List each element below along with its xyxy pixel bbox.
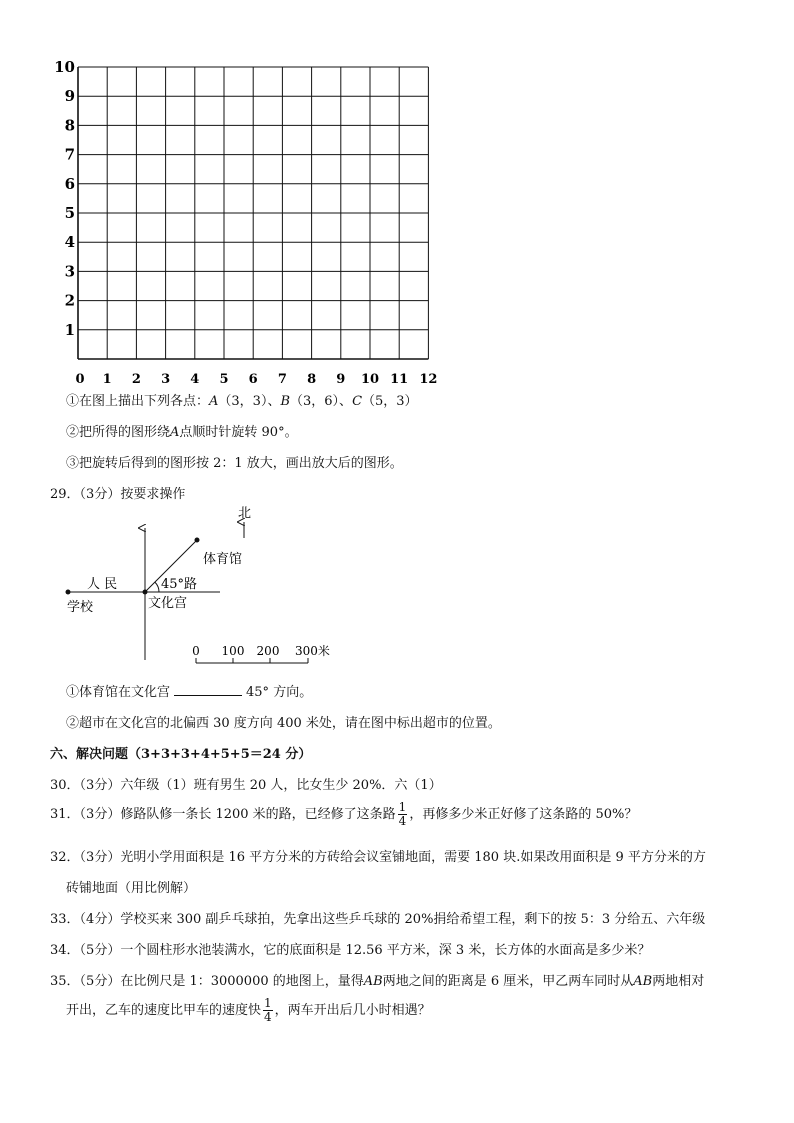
school-label: 学校	[67, 600, 94, 615]
q28-step1: ①在图上描出下列各点：A（3，3）、B（3，6）、C（5，3）	[66, 394, 418, 409]
y-tick-label: 5	[64, 204, 75, 222]
y-tick-label: 6	[64, 174, 75, 193]
road-label-2: 45°路	[161, 577, 198, 592]
x-tick-label: 1	[102, 372, 112, 387]
x-tick-label: 12	[419, 372, 438, 387]
road-label-1: 人 民	[87, 577, 118, 592]
gym-point	[195, 538, 200, 543]
school-point	[66, 590, 71, 595]
y-tick-label: 1	[64, 320, 75, 339]
x-tick-label: 2	[131, 372, 141, 387]
q29-sub2: ②超市在文化宫的北偏西 30 度方向 400 米处，请在图中标出超市的位置。	[66, 716, 501, 731]
q34: 34．（5分）一个圆柱形水池装满水，它的底面积是 12.56 平方米，深 3 米，长方体的水面高是多少米？	[50, 943, 651, 958]
north-label: 北	[238, 506, 252, 521]
fraction-one-quarter: $\frac{1}{4}$	[264, 996, 272, 1024]
direction-map	[55, 500, 355, 675]
palace-label: 文化宫	[148, 596, 188, 611]
q32-line2: 砖铺地面（用比例解）	[66, 881, 197, 896]
y-tick-label: 3	[64, 262, 75, 281]
coordinate-grid	[54, 55, 445, 387]
section-6-heading: 六、解决问题（3+3+3+4+5+5＝24 分）	[50, 747, 312, 762]
y-tick-label: 7	[64, 145, 75, 164]
y-tick-label: 9	[64, 87, 75, 106]
q28-step3: ③把旋转后得到的图形按 2：1 放大，画出放大后的图形。	[66, 456, 403, 471]
x-tick-label: 10	[360, 372, 380, 387]
x-tick-label: 4	[190, 372, 200, 387]
y-axis-labels	[54, 58, 75, 339]
x-tick-label: 6	[248, 372, 258, 387]
grid-lines	[78, 67, 428, 359]
q33: 33．（4分）学校买来 300 副乒乓球拍，先拿出这些乒乓球的 20%捐给希望工程，剩下的按 5：3 分给五、六年级	[50, 912, 706, 927]
y-tick-label: 10	[54, 58, 75, 76]
answer-blank[interactable]	[174, 683, 242, 696]
fraction-one-quarter: $\frac{1}{4}$	[398, 800, 407, 828]
scale-label-300: 300米	[295, 644, 330, 658]
scale-label-100: 100	[221, 644, 245, 658]
x-tick-label: 11	[390, 372, 409, 387]
angle-arc	[155, 582, 159, 592]
y-tick-label: 4	[64, 233, 75, 252]
x-tick-label: 5	[219, 372, 229, 387]
q31: 31．（3分）修路队修一条长 1200 米的路，已经修了这条路 $\frac{1}{4}$ ，再修多少米正好修了这条路的 50%？	[50, 800, 638, 828]
scale-label-0: 0	[192, 644, 200, 658]
y-tick-label: 8	[64, 116, 75, 135]
x-tick-label: 3	[161, 372, 171, 387]
gym-label: 体育馆	[203, 552, 243, 567]
x-tick-label: 7	[277, 372, 287, 387]
scale-label-200: 200	[256, 644, 280, 658]
q30: 30．（3分）六年级（1）班有男生 20 人，比女生少 20%．六（1）	[50, 778, 442, 793]
y-tick-label: 2	[64, 291, 75, 310]
q35-line2: 开出，乙车的速度比甲车的速度快 $\frac{1}{4}$ ，两车开出后几小时相遇？	[66, 996, 431, 1024]
q29-title: 29．（3分）按要求操作	[50, 487, 186, 502]
x-tick-label: 0	[75, 372, 85, 387]
x-tick-label: 9	[336, 372, 346, 387]
q35-line1: 35．（5分）在比例尺是 1：3000000 的地图上，量得AB两地之间的距离是 6 厘米，甲乙两车同时从AB两地相对	[50, 974, 705, 989]
palace-point	[143, 590, 148, 595]
q32-line1: 32．（3分）光明小学用面积是 16 平方分米的方砖给会议室铺地面，需要 180 块.如果改用面积是 9 平方分米的方	[50, 850, 706, 865]
q28-step2: ②把所得的图形绕A点顺时针旋转 90°。	[66, 425, 298, 440]
x-axis-labels	[75, 372, 437, 387]
q29-sub1: ①体育馆在文化宫 45° 方向。	[66, 685, 313, 700]
x-tick-label: 8	[307, 372, 317, 387]
